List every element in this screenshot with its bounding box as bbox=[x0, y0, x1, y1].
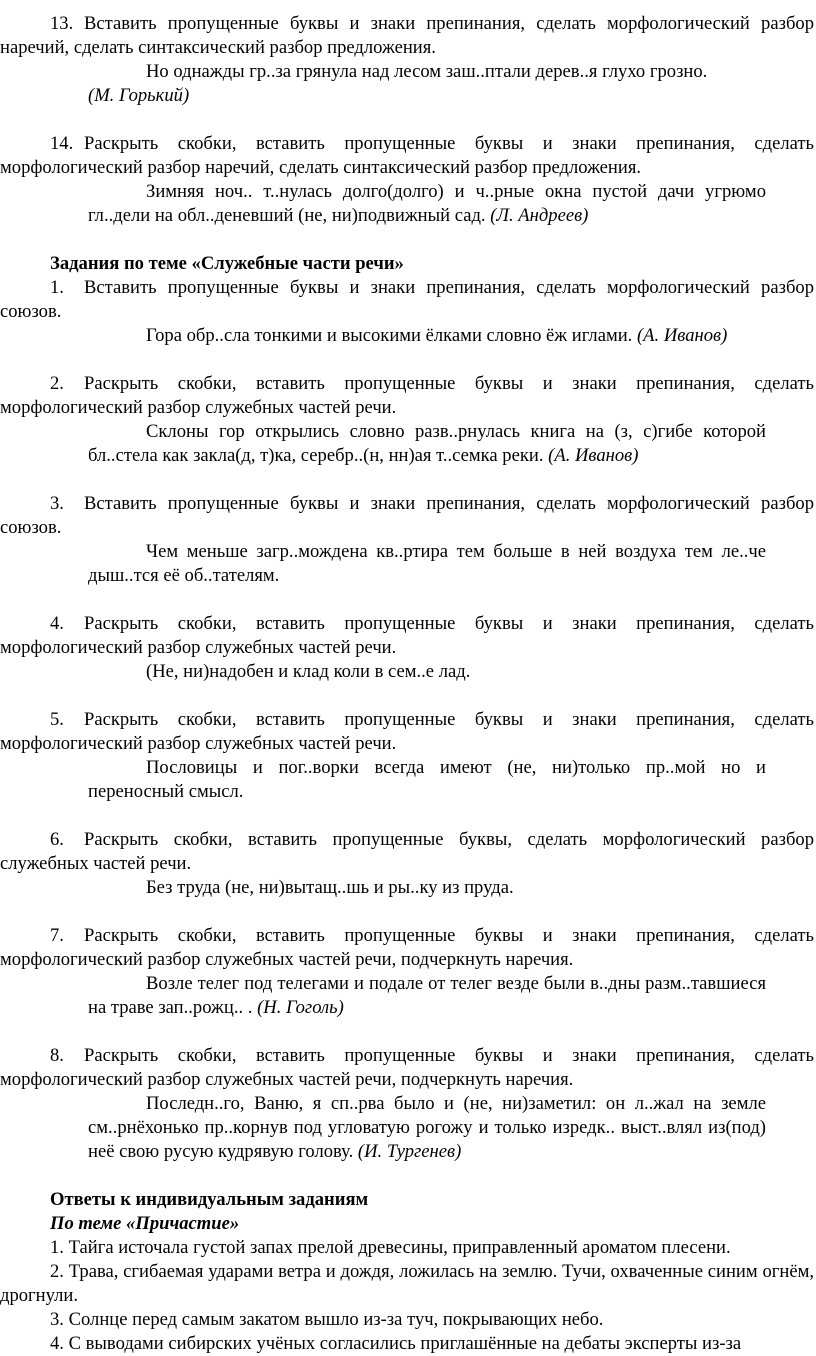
task-instruction: 6. Раскрыть скобки, вставить пропущенные буквы, сделать морфологический разбор служебных частей речи. bbox=[0, 829, 814, 874]
answer-item: 4. С выводами сибирских учёных согласились приглашённые на дебаты эксперты из-за bbox=[50, 1333, 742, 1354]
section-heading: Задания по теме «Служебные части речи» bbox=[50, 253, 404, 274]
quote-author: (Л. Андреев) bbox=[490, 205, 589, 226]
task-instruction: 2. Раскрыть скобки, вставить пропущенные буквы и знаки препинания, сделать морфологический разбор служебных частей речи. bbox=[0, 373, 814, 418]
quote-author: (И. Тургенев) bbox=[357, 1141, 462, 1162]
document-page bbox=[0, 12, 816, 1356]
task-instruction: 14. Раскрыть скобки, вставить пропущенные буквы и знаки препинания, сделать морфологический разбор наречий, сделать синтаксический разбор предложения. bbox=[0, 133, 814, 178]
task-sentence: Зимняя ноч.. т..нулась долго(долго) и ч..рные окна пустой дачи угрюмо гл..дели на обл..деневший (не, ни)подвижный сад. (Л. Андреев) bbox=[88, 181, 766, 226]
task-sentence: Склоны гор открылись словно разв..рнулась книга на (з, с)гибе которой бл..стела как закла(д, т)ка, серебр..(н, нн)ая т..семка реки. (А. Иванов) bbox=[88, 421, 766, 466]
task-sentence: Пословицы и пог..ворки всегда имеют (не, ни)только пр..мой но и переносный смысл. bbox=[88, 757, 766, 802]
task-sentence: (Не, ни)надобен и клад коли в сем..е лад. bbox=[146, 661, 471, 682]
tasks-adverbs bbox=[0, 12, 816, 228]
quote-author: (А. Иванов) bbox=[548, 445, 639, 466]
task-instruction: 8. Раскрыть скобки, вставить пропущенные буквы и знаки препинания, сделать морфологический разбор служебных частей речи, подчеркнуть наречия. bbox=[0, 1045, 814, 1090]
task-instruction: 13. Вставить пропущенные буквы и знаки препинания, сделать морфологический разбор наречий, сделать синтаксический разбор предложения. bbox=[0, 13, 814, 58]
answers-heading: Ответы к индивидуальным заданиям bbox=[50, 1189, 369, 1210]
task-8 bbox=[0, 1044, 816, 1164]
task-instruction: 7. Раскрыть скобки, вставить пропущенные буквы и знаки препинания, сделать морфологический разбор служебных частей речи, подчеркнуть наречия. bbox=[0, 925, 814, 970]
task-sentence: Чем меньше загр..можденa кв..ртира тем больше в ней воздуха тем ле..че дыш..тся её об..тателям. bbox=[88, 541, 766, 586]
task-sentence: Последн..го, Ваню, я сп..рва было и (не, ни)заметил: он л..жал на земле см..рнёхонько пр..корнув под угловатую рогожу и только изредк.. выст..влял из(под) неё свою русую кудрявую голову. (И. Тургенев) bbox=[88, 1093, 766, 1162]
task-3 bbox=[0, 492, 816, 588]
task-2 bbox=[0, 372, 816, 468]
quote-author: (Н. Гоголь) bbox=[257, 997, 344, 1018]
task-13 bbox=[0, 12, 816, 108]
answers-subheading: По теме «Причастие» bbox=[50, 1213, 240, 1234]
task-sentence: Без труда (не, ни)вытащ..шь и ры..ку из пруда. bbox=[146, 877, 514, 898]
quote-author: (А. Иванов) bbox=[636, 325, 728, 346]
task-4 bbox=[0, 612, 816, 684]
task-1 bbox=[0, 276, 816, 348]
quote-author: (М. Горький) bbox=[88, 85, 190, 106]
task-instruction: 3. Вставить пропущенные буквы и знаки препинания, сделать морфологический разбор союзов. bbox=[0, 493, 814, 538]
tasks-function-words bbox=[0, 276, 816, 1164]
task-instruction: 5. Раскрыть скобки, вставить пропущенные буквы и знаки препинания, сделать морфологический разбор служебных частей речи. bbox=[0, 709, 814, 754]
task-sentence: Возле телег под телегами и подале от телег везде были в..дны разм..тавшиеся на траве зап..рожц.. . (Н. Гоголь) bbox=[88, 973, 766, 1018]
task-instruction: 4. Раскрыть скобки, вставить пропущенные буквы и знаки препинания, сделать морфологический разбор служебных частей речи. bbox=[0, 613, 814, 658]
task-sentence: Но однажды гр..за грянула над лесом заш..птали дерев..я глухо грозно. (М. Горький) bbox=[88, 61, 708, 106]
task-7 bbox=[0, 924, 816, 1020]
task-14 bbox=[0, 132, 816, 228]
task-instruction: 1. Вставить пропущенные буквы и знаки препинания, сделать морфологический разбор союзов. bbox=[0, 277, 814, 322]
answer-item: 3. Солнце перед самым закатом вышло из-за туч, покрывающих небо. bbox=[50, 1309, 604, 1330]
task-5 bbox=[0, 708, 816, 804]
answers-list bbox=[0, 1236, 816, 1356]
task-sentence: Гора обр..сла тонкими и высокими ёлками словно ёж иглами. (А. Иванов) bbox=[146, 325, 728, 346]
answer-item: 2. Трава, сгибаемая ударами ветра и дождя, ложилась на землю. Тучи, охваченные синим огнём, дрогнули. bbox=[0, 1261, 814, 1306]
answer-item: 1. Тайга источала густой запах прелой древесины, приправленный ароматом плесени. bbox=[50, 1237, 731, 1258]
task-6 bbox=[0, 828, 816, 900]
